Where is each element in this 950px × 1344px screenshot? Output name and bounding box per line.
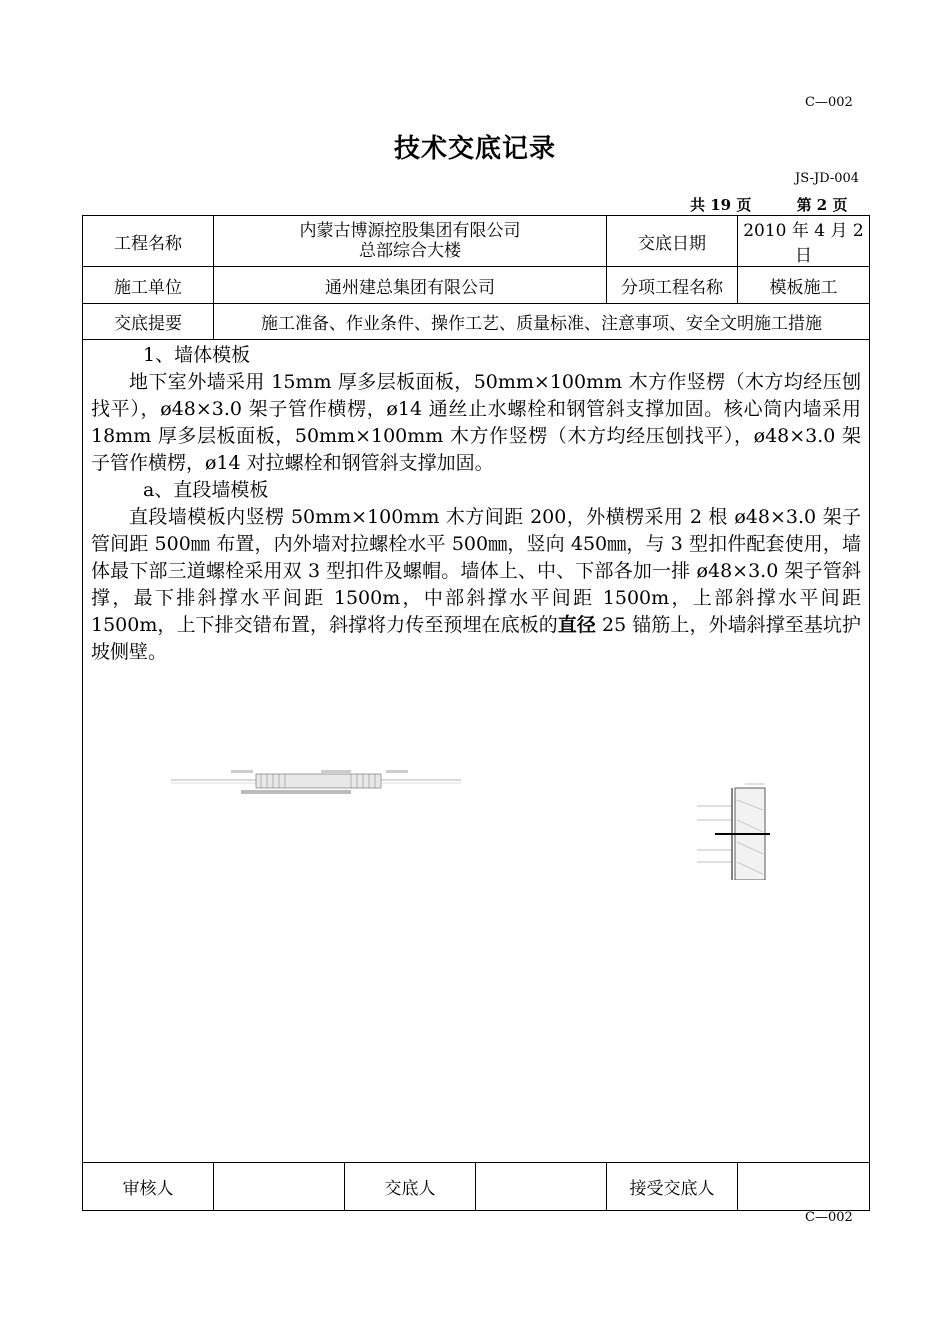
paragraph-bold-term: 直径 (557, 614, 596, 636)
form-code-top: C—002 (805, 95, 853, 110)
date-value: 2010 年 4 月 2 日 (738, 216, 870, 267)
form-code-bottom: C—002 (805, 1210, 853, 1225)
pages-total: 共 19 页 (690, 196, 752, 214)
paragraph-straight-wall (83, 504, 869, 666)
reviewer-signature-field[interactable] (214, 1163, 345, 1211)
project-name-line1: 内蒙古博源控股集团有限公司 (299, 221, 521, 241)
page-counter (690, 194, 847, 215)
project-name-label: 工程名称 (83, 216, 214, 267)
paragraph-wall-materials: 地下室外墙采用 15mm 厚多层板面板，50mm×100mm 木方作竖楞（木方均经压刨找平），ø48×3.0 架子管作横楞，ø14 通丝止水螺栓和钢管斜支撑加固。核心筒内墙采用 18mm 厚多层板面板，50mm×100mm 木方作竖楞（木方均经压刨找平），ø48×3.0 架子管作横楞，ø14 对拉螺栓和钢管斜支撑加固。 (91, 371, 861, 474)
document-number: JS-JD-004 (795, 171, 860, 186)
summary-label: 交底提要 (83, 304, 214, 340)
receiver-signature-field[interactable] (738, 1163, 870, 1211)
receiver-label: 接受交底人 (607, 1163, 738, 1211)
disclosure-form-table (82, 215, 870, 1211)
disclosure-content (83, 340, 870, 1163)
subproject-label: 分项工程名称 (607, 267, 738, 304)
date-label: 交底日期 (607, 216, 738, 267)
page-current: 第 2 页 (796, 196, 848, 214)
discloser-label: 交底人 (345, 1163, 476, 1211)
paragraph-straight-wall-tail: 25 锚筋上，外墙斜撑至基坑护坡侧壁。 (91, 614, 861, 663)
project-name-value (214, 216, 607, 267)
unit-value: 通州建总集团有限公司 (214, 267, 607, 304)
subproject-value: 模板施工 (738, 267, 870, 304)
unit-label: 施工单位 (83, 267, 214, 304)
project-name-line2: 总部综合大楼 (359, 241, 461, 261)
paragraph-straight-wall-main: 直段墙模板内竖楞 50mm×100mm 木方间距 200，外横楞采用 2 根 ø48×3.0 架子管间距 500㎜ 布置，内外墙对拉螺栓水平 500㎜，竖向 450㎜，与 3 型扣件配套使用，墙体最下部三道螺栓采用双 3 型扣件及螺帽。墙体上、中、下部各加一排 ø48×3.0 架子管斜撑，最下排斜撑水平间距 1500m，中部斜撑水平间距 1500m，上部斜撑水平间距 1500m，上下排交错布置，斜撑将力传至预埋在底板的 (91, 506, 861, 636)
section-heading-wall-formwork: 1、墙体模板 (143, 344, 251, 366)
section-heading-straight-wall: a、直段墙模板 (143, 479, 269, 501)
page-title: 技术交底记录 (393, 134, 556, 164)
discloser-signature-field[interactable] (476, 1163, 607, 1211)
wall-section-drawing (171, 768, 461, 808)
reviewer-label: 审核人 (83, 1163, 214, 1211)
wall-detail-drawing (685, 780, 775, 880)
summary-value: 施工准备、作业条件、操作工艺、质量标准、注意事项、安全文明施工措施 (214, 304, 870, 340)
